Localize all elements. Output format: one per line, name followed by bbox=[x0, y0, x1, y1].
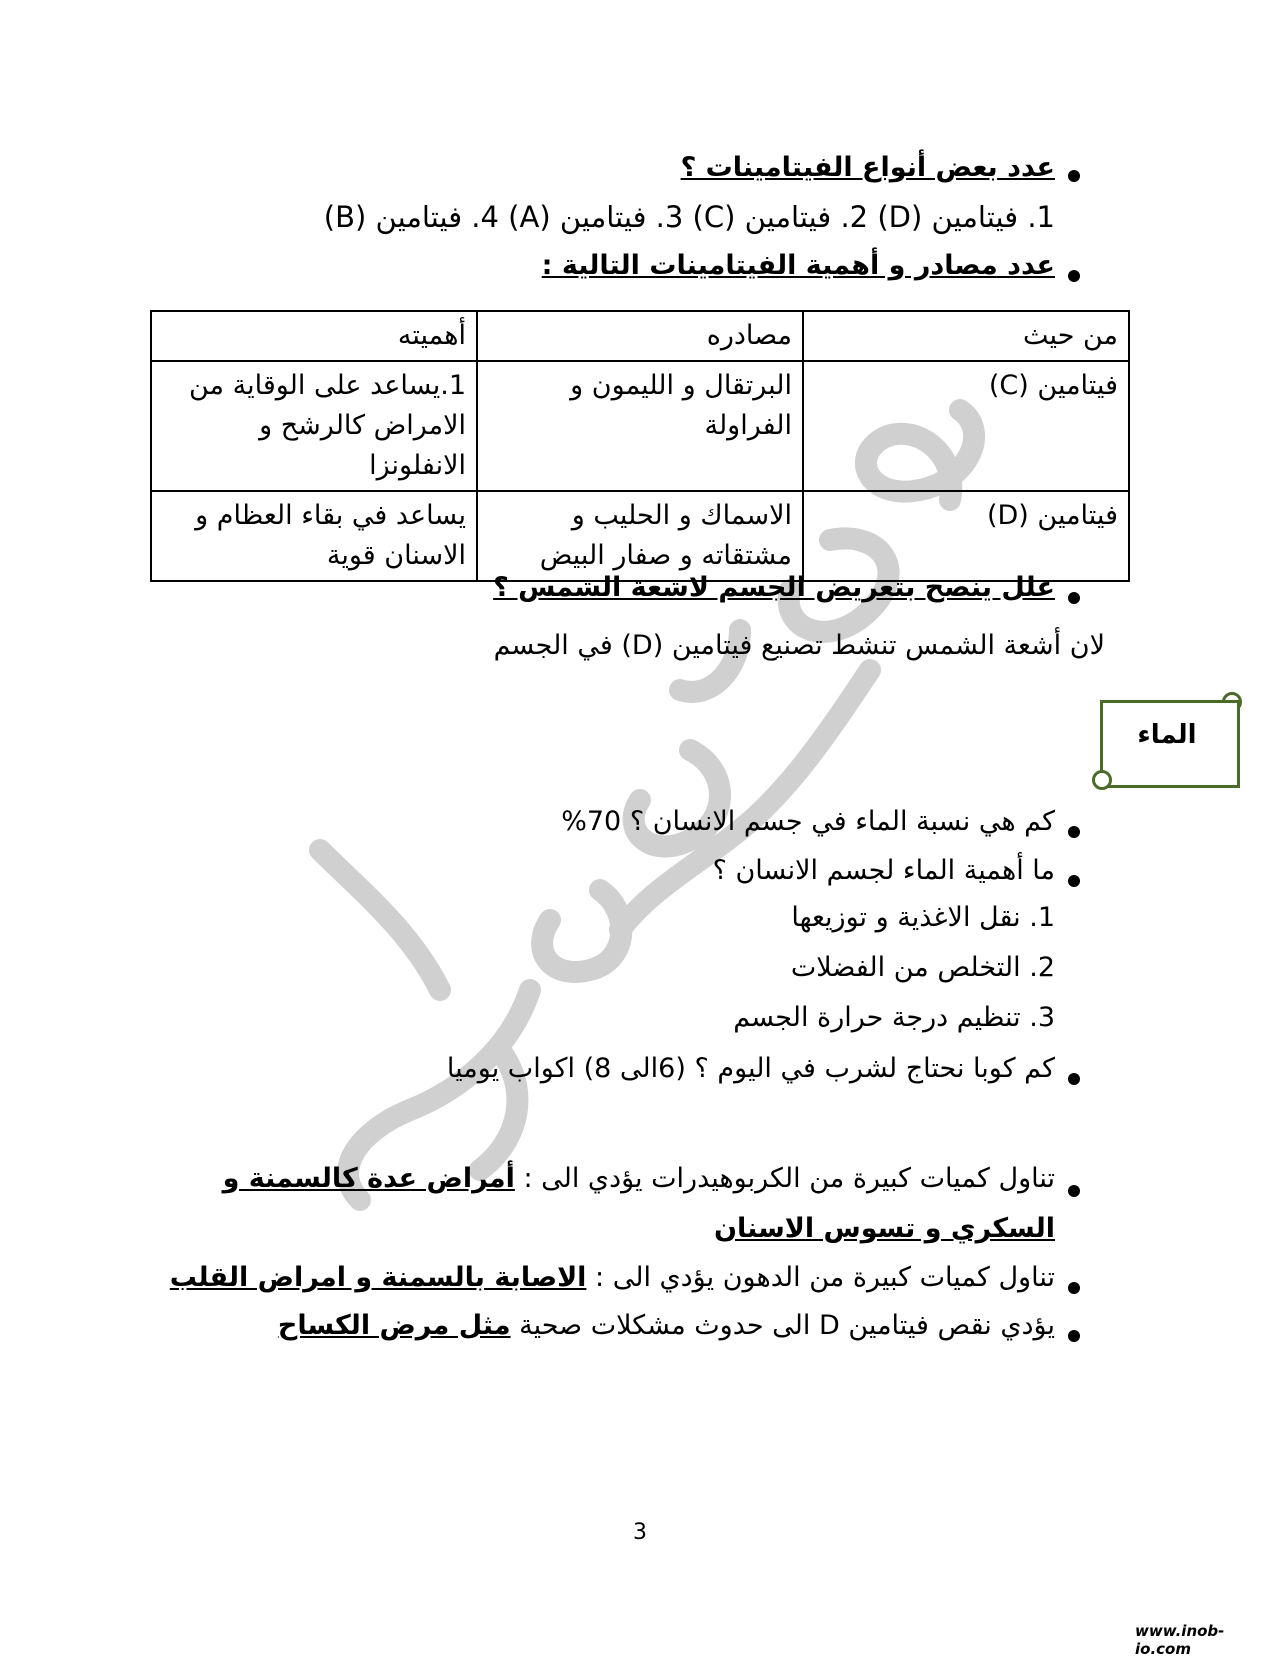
table-row bbox=[151, 361, 1129, 491]
fact-text: يؤدي نقص فيتامين D الى حدوث مشكلات صحية bbox=[510, 1310, 1055, 1341]
table-cell: البرتقال و الليمون و الفراولة bbox=[477, 361, 803, 491]
bullet bbox=[1068, 1282, 1080, 1294]
fact-carbohydrates bbox=[223, 1163, 1055, 1194]
bullet bbox=[1068, 592, 1080, 604]
fact-emphasis: الاصابة بالسمنة و امراض القلب bbox=[169, 1262, 587, 1293]
table-row bbox=[151, 491, 1129, 581]
list-item: 1. نقل الاغذية و توزيعها bbox=[791, 902, 1055, 933]
bullet bbox=[1068, 270, 1080, 282]
fact-vitamin-d bbox=[278, 1310, 1055, 1341]
fact-text: تناول كميات كبيرة من الكربوهيدرات يؤدي الى : bbox=[514, 1163, 1055, 1194]
list-item: 2. التخلص من الفضلات bbox=[790, 952, 1055, 983]
table-header-cell: من حيث bbox=[803, 311, 1129, 361]
table-header-row bbox=[151, 311, 1129, 361]
table-cell: يساعد في بقاء العظام و الاسنان قوية bbox=[151, 491, 477, 581]
fact-text: تناول كميات كبيرة من الدهون يؤدي الى : bbox=[586, 1262, 1055, 1293]
section-title-water: الماء bbox=[1137, 720, 1197, 750]
fact-emphasis: السكري و تسوس الاسنان bbox=[713, 1213, 1055, 1244]
question-water-cups: كم كوبا نحتاج لشرب في اليوم ؟ (6الى 8) اكواب يوميا bbox=[446, 1053, 1055, 1084]
bullet bbox=[1068, 1073, 1080, 1085]
bullet bbox=[1068, 826, 1080, 838]
question-water-percentage: كم هي نسبة الماء في جسم الانسان ؟ 70% bbox=[561, 806, 1055, 837]
bullet bbox=[1068, 170, 1080, 182]
table-cell: فيتامين (C) bbox=[803, 361, 1129, 491]
table-header-cell: مصادره bbox=[477, 311, 803, 361]
fact-emphasis: أمراض عدة كالسمنة و bbox=[222, 1163, 515, 1194]
vitamins-table bbox=[150, 310, 1130, 582]
footer-site-link[interactable]: www.inob-io.com bbox=[1135, 1622, 1225, 1658]
question-vitamin-sources: عدد مصادر و أهمية الفيتامينات التالية : bbox=[541, 250, 1055, 281]
page-number: 3 bbox=[633, 1520, 647, 1545]
bullet bbox=[1068, 1185, 1080, 1197]
bullet bbox=[1068, 1330, 1080, 1342]
table-cell: الاسماك و الحليب و مشتقاته و صفار البيض bbox=[477, 491, 803, 581]
list-item: 3. تنظيم درجة حرارة الجسم bbox=[733, 1002, 1055, 1033]
fact-fats bbox=[170, 1262, 1055, 1293]
question-sun-exposure: علل ينصح بتعريض الجسم لاشعة الشمس ؟ bbox=[493, 572, 1055, 603]
table-cell: 1.يساعد على الوقاية من الامراض كالرشح و الانفلونزا bbox=[151, 361, 477, 491]
scroll-curl-icon bbox=[1092, 770, 1112, 790]
answer-vitamin-types: 1. فيتامين (D) 2. فيتامين (C) 3. فيتامين (A) 4. فيتامين (B) bbox=[323, 200, 1055, 234]
question-water-importance: ما أهمية الماء لجسم الانسان ؟ bbox=[712, 855, 1055, 886]
question-vitamin-types: عدد بعض أنواع الفيتامينات ؟ bbox=[680, 152, 1055, 183]
answer-sun-exposure: لان أشعة الشمس تنشط تصنيع فيتامين (D) في الجسم bbox=[493, 630, 1105, 661]
table-header-cell: أهميته bbox=[151, 311, 477, 361]
fact-emphasis: مثل مرض الكساح bbox=[277, 1310, 511, 1341]
table-cell: فيتامين (D) bbox=[803, 491, 1129, 581]
bullet bbox=[1068, 875, 1080, 887]
